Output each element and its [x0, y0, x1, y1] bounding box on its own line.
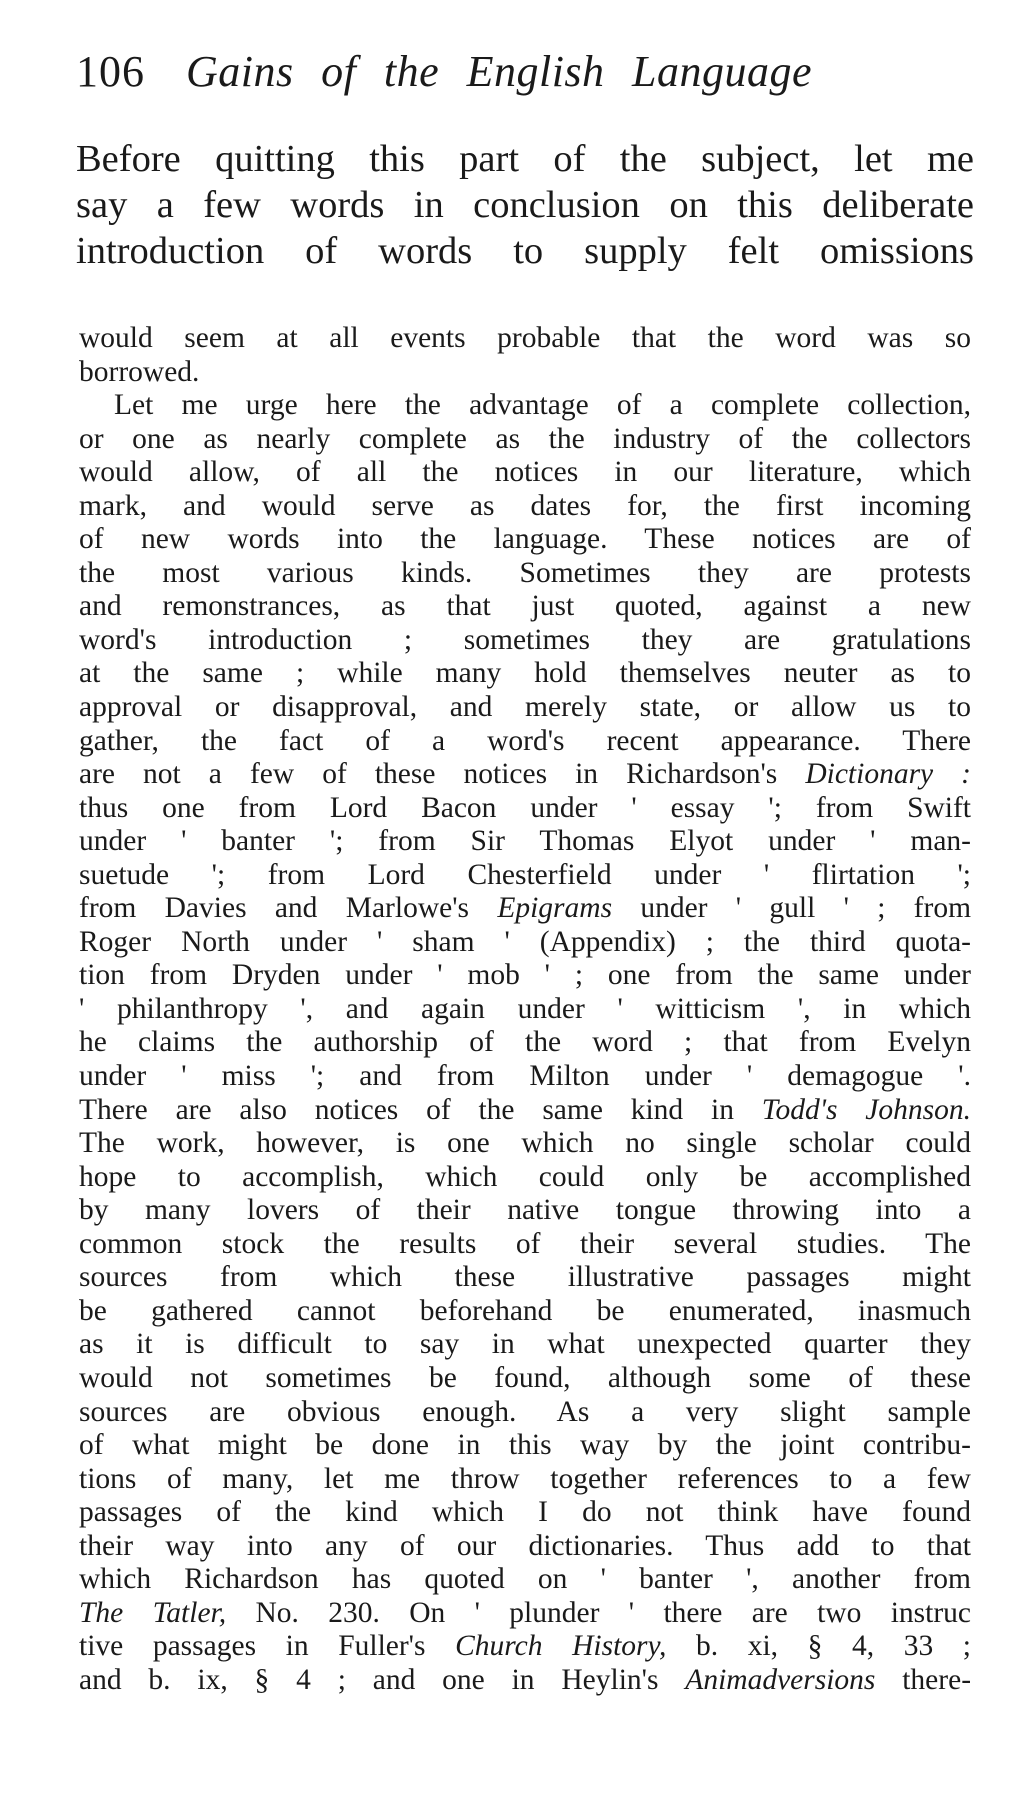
text-line: [79, 1630, 971, 1664]
text-run: b. xi, § 4, 33 ;: [695, 1630, 972, 1663]
text-line: thus one from Lord Bacon under ' essay '; from Swift: [79, 791, 971, 824]
text-line: of new words into the language. These notices are of: [79, 523, 971, 556]
text-line: would allow, of all the notices in our literature, which: [79, 456, 971, 489]
lead-line: say a few words in conclusion on this deliberate: [76, 184, 974, 226]
lead-paragraph: [76, 136, 974, 274]
text-line: gather, the fact of a word's recent appearance. There: [79, 724, 971, 757]
text-line: or one as nearly complete as the industry of the collectors: [79, 422, 971, 455]
text-line: common stock the results of their several studies. The: [79, 1227, 971, 1260]
page-number: 106: [76, 47, 145, 96]
running-head: [76, 42, 976, 102]
text-line: would seem at all events probable that the word was so: [79, 322, 971, 354]
text-line: hope to accomplish, which could only be accomplished: [79, 1160, 971, 1193]
text-line: mark, and would serve as dates for, the first incoming: [79, 489, 971, 522]
text-line: the most various kinds. Sometimes they are protests: [79, 556, 971, 589]
text-line: approval or disapproval, and merely state, or allow us to: [79, 691, 971, 724]
italic-title: Church History,: [455, 1630, 667, 1663]
text-line: under ' miss '; and from Milton under ' demagogue '.: [79, 1060, 971, 1093]
text-line: as it is difficult to say in what unexpected quarter they: [79, 1328, 971, 1361]
italic-title: The Tatler,: [79, 1596, 227, 1629]
text-line: [79, 1094, 971, 1128]
text-run: are not a few of these notices in Richardson's: [79, 758, 778, 791]
text-line: sources are obvious enough. As a very slight sample: [79, 1395, 971, 1428]
paragraph-first-line: Let me urge here the advantage of a complete collection,: [114, 389, 971, 422]
text-run: and b. ix, § 4 ; and one in Heylin's: [79, 1663, 659, 1696]
text-line: and remonstrances, as that just quoted, against a new: [79, 590, 971, 623]
italic-title: Todd's Johnson.: [761, 1093, 972, 1126]
text-line: [79, 892, 971, 926]
text-line: would not sometimes be found, although some of these: [79, 1361, 971, 1394]
text-run: There are also notices of the same kind in: [79, 1093, 734, 1126]
text-run: under ' gull ' ; from: [640, 892, 972, 925]
text-line: Roger North under ' sham ' (Appendix) ; the third quota-: [79, 925, 971, 958]
italic-title: Dictionary :: [805, 758, 972, 791]
text-run: tive passages in Fuller's: [79, 1630, 426, 1663]
text-run: there-: [902, 1663, 972, 1696]
lead-line: introduction of words to supply felt omissions: [76, 230, 974, 272]
text-line: under ' banter '; from Sir Thomas Elyot under ' man-: [79, 825, 971, 858]
text-line: at the same ; while many hold themselves neuter as to: [79, 657, 971, 690]
text-run: from Davies and Marlowe's: [79, 892, 470, 925]
text-line: The work, however, is one which no single scholar could: [79, 1127, 971, 1160]
text-line: he claims the authorship of the word ; that from Evelyn: [79, 1026, 971, 1059]
lead-line: Before quitting this part of the subject, let me: [76, 138, 974, 180]
text-line: borrowed.: [79, 355, 200, 388]
text-line: suetude '; from Lord Chesterfield under ' flirtation ';: [79, 858, 971, 891]
text-line: tion from Dryden under ' mob ' ; one from the same under: [79, 959, 971, 992]
text-line: of what might be done in this way by the joint contribu-: [79, 1429, 971, 1462]
text-line: sources from which these illustrative passages might: [79, 1261, 971, 1294]
italic-title: Animadversions: [685, 1663, 876, 1696]
text-line: word's introduction ; sometimes they are gratulations: [79, 623, 971, 656]
text-line: be gathered cannot beforehand be enumerated, inasmuch: [79, 1294, 971, 1327]
body-text: [79, 322, 971, 1697]
text-line: their way into any of our dictionaries. Thus add to that: [79, 1529, 971, 1562]
text-run: No. 230. On ' plunder ' there are two instruc: [255, 1596, 972, 1629]
text-line: tions of many, let me throw together references to a few: [79, 1462, 971, 1495]
text-line: which Richardson has quoted on ' banter ', another from: [79, 1563, 971, 1596]
text-line: [79, 1597, 971, 1631]
text-line: [79, 758, 971, 792]
text-line: [79, 1664, 971, 1698]
text-line: ' philanthropy ', and again under ' witticism ', in which: [79, 992, 971, 1025]
italic-title: Epigrams: [497, 892, 613, 925]
text-line: passages of the kind which I do not think have found: [79, 1496, 971, 1529]
book-title: Gains of the English Language: [186, 47, 813, 96]
text-line: by many lovers of their native tongue throwing into a: [79, 1194, 971, 1227]
